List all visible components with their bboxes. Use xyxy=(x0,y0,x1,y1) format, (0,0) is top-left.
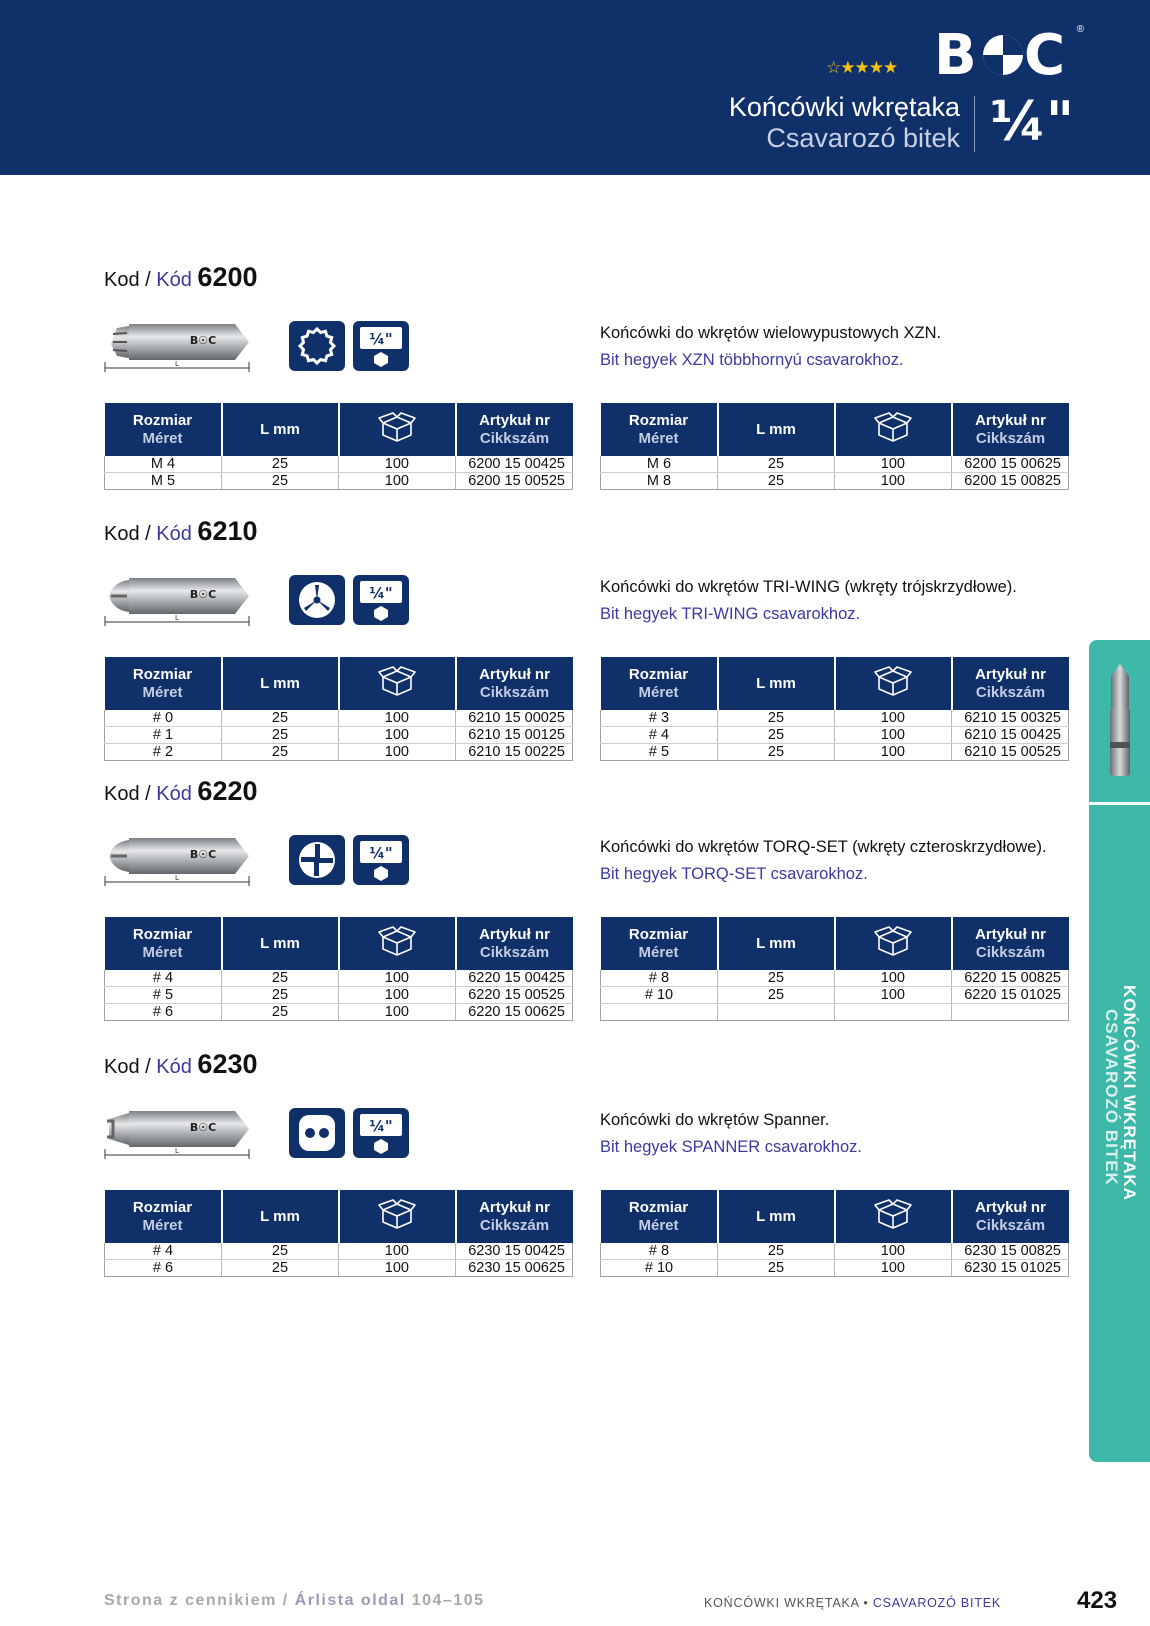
spanner-icon xyxy=(289,1108,345,1158)
svg-text:B☉C: B☉C xyxy=(189,1121,217,1134)
box-icon xyxy=(874,1198,912,1230)
col-length: L mm xyxy=(222,917,339,970)
cell-size: # 4 xyxy=(105,970,222,987)
table-row xyxy=(601,987,1069,1004)
col-length: L mm xyxy=(222,657,339,710)
description-hu: Bit hegyek SPANNER csavarokhoz. xyxy=(600,1138,862,1156)
profile-icons xyxy=(289,835,409,885)
svg-text:¼": ¼" xyxy=(369,844,393,862)
col-article: Artykuł nr Cikkszám xyxy=(952,917,1069,970)
cell-article: 6230 15 01025 xyxy=(952,1260,1069,1277)
table-row xyxy=(601,1243,1069,1260)
page-header xyxy=(0,0,1150,175)
box-icon xyxy=(378,1198,416,1230)
col-package xyxy=(835,1190,952,1243)
table-row xyxy=(105,970,573,987)
table-row xyxy=(105,744,573,761)
cell-size: # 6 xyxy=(105,1260,222,1277)
bit-image-wrap xyxy=(103,828,255,886)
cell-qty: 100 xyxy=(835,456,952,473)
bit-product-image xyxy=(103,828,255,886)
article-table-right xyxy=(600,917,1069,1021)
cell-article: 6200 15 00825 xyxy=(952,473,1069,490)
table-left-wrap xyxy=(104,657,573,761)
bit-image-wrap xyxy=(103,1101,255,1159)
table-row xyxy=(601,473,1069,490)
cell-article: 6220 15 01025 xyxy=(952,987,1069,1004)
cell-article: 6200 15 00625 xyxy=(952,456,1069,473)
table-row xyxy=(105,727,573,744)
page-number: 423 xyxy=(1077,1587,1118,1614)
svg-text:B☉C: B☉C xyxy=(189,334,217,347)
cell-article: 6210 15 00425 xyxy=(952,727,1069,744)
description-hu: Bit hegyek TRI-WING csavarokhoz. xyxy=(600,605,861,623)
table-row xyxy=(105,1243,573,1260)
article-table-right xyxy=(600,403,1069,490)
cell-qty: 100 xyxy=(835,727,952,744)
cell-size: M 4 xyxy=(105,456,222,473)
table-row xyxy=(105,1004,573,1021)
cell-length: 25 xyxy=(718,727,835,744)
header-title-pl: Końcówki wkrętaka xyxy=(728,92,960,122)
cell-qty: 100 xyxy=(835,473,952,490)
cell-length: 25 xyxy=(222,744,339,761)
svg-text:B☉C: B☉C xyxy=(189,848,217,861)
col-package xyxy=(835,657,952,710)
col-length: L mm xyxy=(718,403,835,456)
cell-article: 6230 15 00425 xyxy=(456,1243,573,1260)
cell-length: 25 xyxy=(222,987,339,1004)
header-divider xyxy=(974,96,975,152)
cell-qty: 100 xyxy=(835,987,952,1004)
bit-thumbnail-icon xyxy=(1105,662,1135,780)
cell-qty: 100 xyxy=(835,710,952,727)
cell-size: # 8 xyxy=(601,1243,718,1260)
col-length: L mm xyxy=(222,1190,339,1243)
cell-qty: 100 xyxy=(339,1260,456,1277)
col-size: Rozmiar Méret xyxy=(105,917,222,970)
table-row xyxy=(105,710,573,727)
svg-text:¼": ¼" xyxy=(369,330,393,348)
bit-product-image xyxy=(103,568,255,626)
cell-article: 6220 15 00625 xyxy=(456,1004,573,1021)
bit-product-image xyxy=(103,1101,255,1159)
bit-image-wrap xyxy=(103,314,255,372)
product-code: Kod / Kód 6230 xyxy=(104,1049,258,1079)
description-pl: Końcówki do wkrętów Spanner. xyxy=(600,1111,830,1129)
svg-text:¼": ¼" xyxy=(369,584,393,602)
col-length: L mm xyxy=(718,917,835,970)
col-size: Rozmiar Méret xyxy=(601,1190,718,1243)
cell-article: 6210 15 00125 xyxy=(456,727,573,744)
col-length: L mm xyxy=(222,403,339,456)
cell-size: # 3 xyxy=(601,710,718,727)
cell-length: 25 xyxy=(718,744,835,761)
box-icon xyxy=(874,411,912,443)
product-code: Kod / Kód 6200 xyxy=(104,262,258,292)
header-title xyxy=(729,92,960,154)
quarter-inch-drive-icon xyxy=(353,835,409,885)
profile-icons xyxy=(289,1108,409,1158)
cell-qty: 100 xyxy=(339,987,456,1004)
cell-size: # 5 xyxy=(601,744,718,761)
rating-stars: ☆★★★★ xyxy=(826,58,898,77)
cell-article: 6210 15 00525 xyxy=(952,744,1069,761)
svg-text:B: B xyxy=(934,28,977,80)
cell-length: 25 xyxy=(222,456,339,473)
cell-length: 25 xyxy=(222,727,339,744)
cell-qty: 100 xyxy=(339,710,456,727)
cell-size: # 10 xyxy=(601,1260,718,1277)
table-row xyxy=(105,456,573,473)
cell-size: # 8 xyxy=(601,970,718,987)
box-icon xyxy=(378,665,416,697)
profile-icons xyxy=(289,575,409,625)
quarter-inch-drive-icon xyxy=(353,1108,409,1158)
cell-size: M 6 xyxy=(601,456,718,473)
svg-text:L: L xyxy=(175,874,179,882)
cell-qty xyxy=(835,1004,952,1021)
col-article: Artykuł nr Cikkszám xyxy=(952,657,1069,710)
box-icon xyxy=(874,665,912,697)
table-left-wrap xyxy=(104,1190,573,1277)
cell-size: # 6 xyxy=(105,1004,222,1021)
cell-qty: 100 xyxy=(339,970,456,987)
table-row xyxy=(105,987,573,1004)
table-row xyxy=(601,970,1069,987)
cell-qty: 100 xyxy=(835,1260,952,1277)
cell-length: 25 xyxy=(222,970,339,987)
svg-text:L: L xyxy=(175,360,179,368)
cell-article: 6210 15 00225 xyxy=(456,744,573,761)
col-package xyxy=(835,403,952,456)
cell-qty: 100 xyxy=(835,1243,952,1260)
cell-size: # 4 xyxy=(601,727,718,744)
cell-article: 6210 15 00025 xyxy=(456,710,573,727)
table-row xyxy=(601,1260,1069,1277)
col-article: Artykuł nr Cikkszám xyxy=(952,1190,1069,1243)
col-size: Rozmiar Méret xyxy=(601,657,718,710)
product-code: Kod / Kód 6210 xyxy=(104,516,258,546)
cell-size: # 4 xyxy=(105,1243,222,1260)
cell-length xyxy=(718,1004,835,1021)
boc-logo-mark xyxy=(934,28,1072,80)
cell-size: # 1 xyxy=(105,727,222,744)
table-row xyxy=(601,744,1069,761)
svg-text:B☉C: B☉C xyxy=(189,588,217,601)
svg-text:L: L xyxy=(175,614,179,622)
col-article: Artykuł nr Cikkszám xyxy=(456,403,573,456)
col-size: Rozmiar Méret xyxy=(105,1190,222,1243)
product-description xyxy=(600,834,1047,888)
cell-size: M 8 xyxy=(601,473,718,490)
product-description xyxy=(600,1107,862,1161)
col-article: Artykuł nr Cikkszám xyxy=(456,657,573,710)
cell-length: 25 xyxy=(222,1004,339,1021)
cell-qty: 100 xyxy=(339,473,456,490)
svg-text:C: C xyxy=(1024,28,1066,80)
product-description xyxy=(600,574,1017,628)
cell-size: M 5 xyxy=(105,473,222,490)
col-article: Artykuł nr Cikkszám xyxy=(952,403,1069,456)
article-table-left xyxy=(104,1190,573,1277)
col-length: L mm xyxy=(718,1190,835,1243)
quarter-inch-drive-icon xyxy=(353,321,409,371)
col-article: Artykuł nr Cikkszám xyxy=(456,1190,573,1243)
cell-size: # 5 xyxy=(105,987,222,1004)
product-description xyxy=(600,320,941,374)
svg-text:L: L xyxy=(175,1147,179,1155)
description-pl: Końcówki do wkrętów TORQ-SET (wkręty czteroskrzydłowe). xyxy=(600,838,1047,856)
side-tab-label: KOŃCÓWKI WKRĘTAKA CSAVAROZÓ BITEK xyxy=(1102,985,1139,1201)
col-package xyxy=(339,1190,456,1243)
cell-size xyxy=(601,1004,718,1021)
col-size: Rozmiar Méret xyxy=(105,657,222,710)
cell-qty: 100 xyxy=(339,1243,456,1260)
cell-article xyxy=(952,1004,1069,1021)
header-title-hu: Csavarozó bitek xyxy=(766,123,960,153)
header-drive-size: ¼" xyxy=(990,90,1075,153)
col-package xyxy=(835,917,952,970)
article-table-left xyxy=(104,403,573,490)
bit-product-image xyxy=(103,314,255,372)
cell-article: 6220 15 00425 xyxy=(456,970,573,987)
col-size: Rozmiar Méret xyxy=(601,917,718,970)
footer-chapter: KOŃCÓWKI WKRĘTAKA • CSAVAROZÓ BITEK xyxy=(704,1596,1002,1610)
cell-length: 25 xyxy=(222,710,339,727)
col-size: Rozmiar Méret xyxy=(105,403,222,456)
side-tab-divider xyxy=(1089,802,1150,805)
cell-qty: 100 xyxy=(339,456,456,473)
xzn-spline-icon xyxy=(289,321,345,371)
cell-size: # 0 xyxy=(105,710,222,727)
price-list-reference: Strona z cennikiem / Árlista oldal 104–105 xyxy=(104,1592,485,1609)
table-row xyxy=(601,1004,1069,1021)
cell-length: 25 xyxy=(222,473,339,490)
col-article: Artykuł nr Cikkszám xyxy=(456,917,573,970)
article-table-right xyxy=(600,1190,1069,1277)
table-row xyxy=(105,473,573,490)
cell-size: # 10 xyxy=(601,987,718,1004)
cell-length: 25 xyxy=(718,1243,835,1260)
cell-length: 25 xyxy=(718,473,835,490)
cell-length: 25 xyxy=(222,1243,339,1260)
description-hu: Bit hegyek TORQ-SET csavarokhoz. xyxy=(600,865,868,883)
cell-article: 6210 15 00325 xyxy=(952,710,1069,727)
cell-qty: 100 xyxy=(339,1004,456,1021)
quarter-inch-drive-icon xyxy=(353,575,409,625)
svg-text:¼": ¼" xyxy=(369,1117,393,1135)
product-code: Kod / Kód 6220 xyxy=(104,776,258,806)
cell-length: 25 xyxy=(718,987,835,1004)
cell-qty: 100 xyxy=(339,744,456,761)
boc-logo: B C ® xyxy=(934,26,1072,82)
box-icon xyxy=(378,925,416,957)
col-package xyxy=(339,917,456,970)
description-hu: Bit hegyek XZN többhornyú csavarokhoz. xyxy=(600,351,904,369)
table-right-wrap xyxy=(600,917,1069,1021)
col-package xyxy=(339,403,456,456)
cell-length: 25 xyxy=(718,710,835,727)
cell-article: 6230 15 00825 xyxy=(952,1243,1069,1260)
cell-article: 6220 15 00825 xyxy=(952,970,1069,987)
col-size: Rozmiar Méret xyxy=(601,403,718,456)
chapter-side-tab[interactable] xyxy=(1089,640,1150,1462)
cell-length: 25 xyxy=(718,1260,835,1277)
table-right-wrap xyxy=(600,1190,1069,1277)
cell-qty: 100 xyxy=(835,970,952,987)
col-length: L mm xyxy=(718,657,835,710)
table-row xyxy=(601,456,1069,473)
cell-length: 25 xyxy=(718,456,835,473)
table-row xyxy=(601,727,1069,744)
bit-image-wrap xyxy=(103,568,255,626)
article-table-right xyxy=(600,657,1069,761)
cell-size: # 2 xyxy=(105,744,222,761)
description-pl: Końcówki do wkrętów TRI-WING (wkręty trójskrzydłowe). xyxy=(600,578,1017,596)
cell-article: 6220 15 00525 xyxy=(456,987,573,1004)
torq-set-icon xyxy=(289,835,345,885)
description-pl: Końcówki do wkrętów wielowypustowych XZN. xyxy=(600,324,942,342)
table-right-wrap xyxy=(600,403,1069,490)
box-icon xyxy=(378,411,416,443)
table-row xyxy=(601,710,1069,727)
table-row xyxy=(105,1260,573,1277)
profile-icons xyxy=(289,321,409,371)
tri-wing-icon xyxy=(289,575,345,625)
cell-qty: 100 xyxy=(339,727,456,744)
table-right-wrap xyxy=(600,657,1069,761)
cell-qty: 100 xyxy=(835,744,952,761)
col-package xyxy=(339,657,456,710)
cell-length: 25 xyxy=(718,970,835,987)
box-icon xyxy=(874,925,912,957)
cell-article: 6200 15 00425 xyxy=(456,456,573,473)
cell-article: 6200 15 00525 xyxy=(456,473,573,490)
article-table-left xyxy=(104,917,573,1021)
cell-article: 6230 15 00625 xyxy=(456,1260,573,1277)
table-left-wrap xyxy=(104,917,573,1021)
article-table-left xyxy=(104,657,573,761)
cell-length: 25 xyxy=(222,1260,339,1277)
table-left-wrap xyxy=(104,403,573,490)
